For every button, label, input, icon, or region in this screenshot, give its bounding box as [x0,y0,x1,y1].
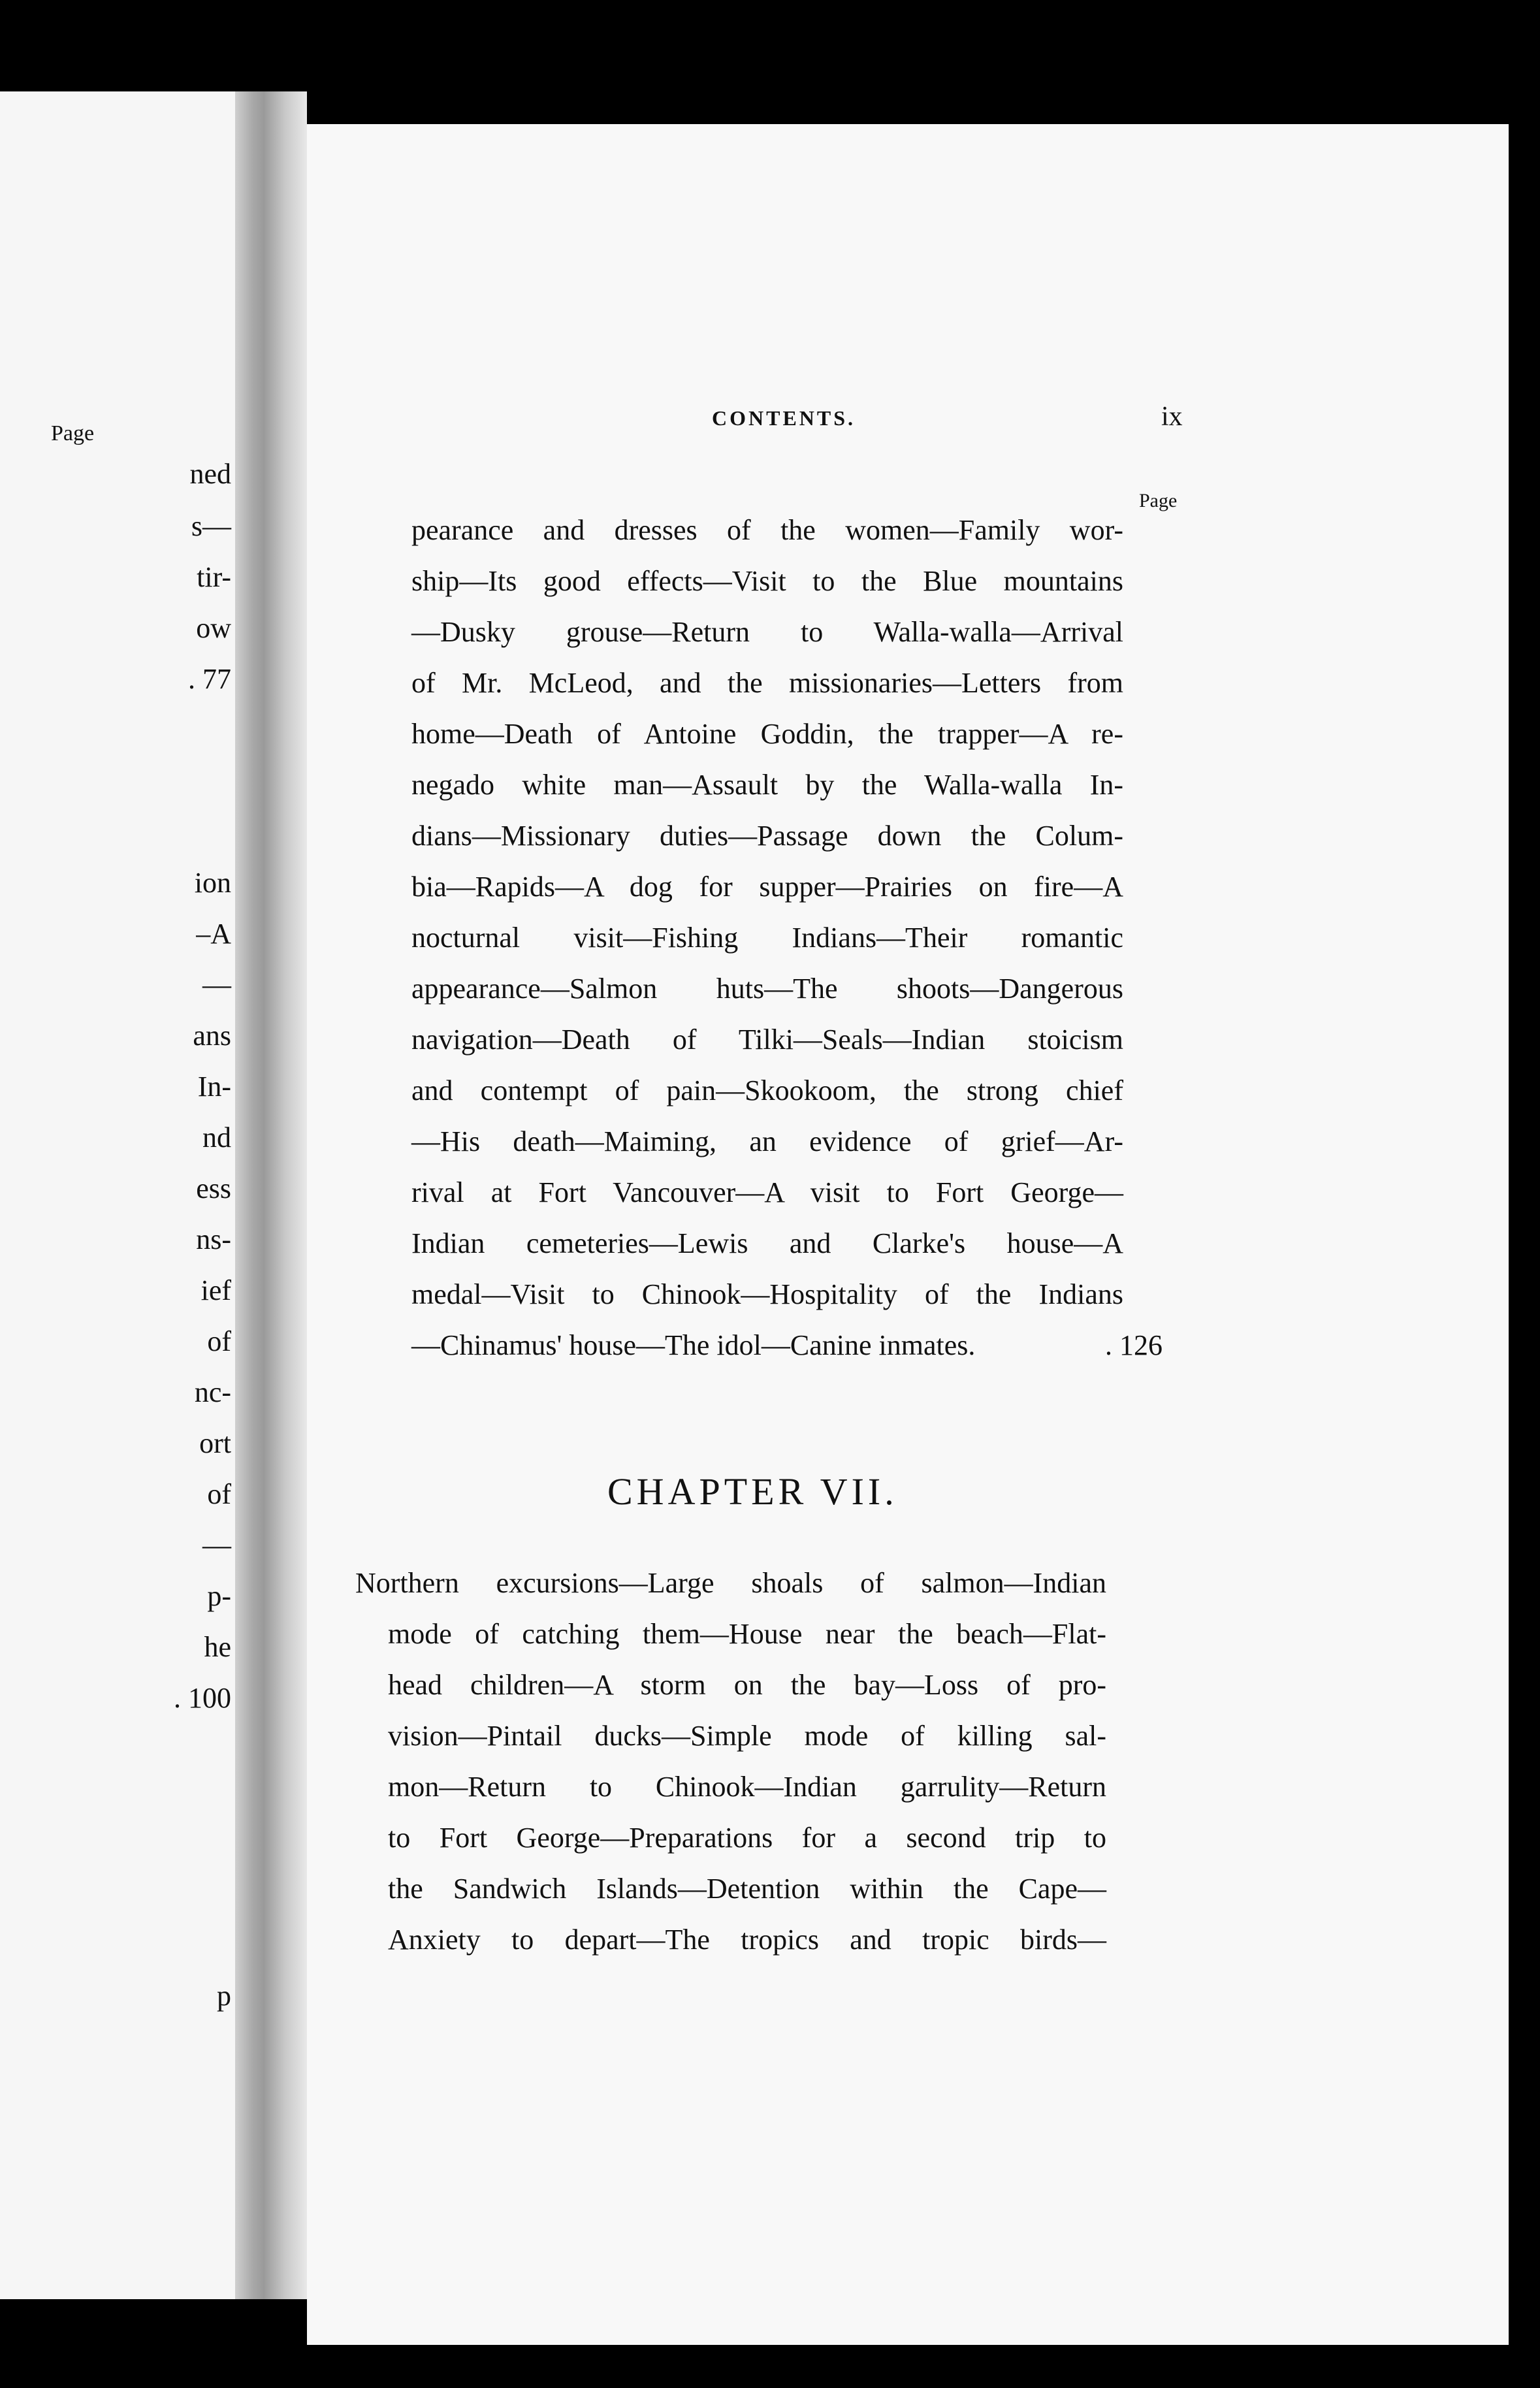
toc-line: —Dusky grouse—Return to Walla-walla—Arrival [411,616,1123,648]
page-column-label: Page [1139,490,1178,511]
left-page-fragment: s— [191,510,231,542]
left-page-fragment: ow [196,612,231,644]
chapter-heading: CHAPTER VII. [607,1470,898,1513]
toc-line: home—Death of Antoine Goddin, the trapper—A re- [411,718,1123,750]
toc-line: —His death—Maiming, an evidence of grief—Ar- [411,1125,1123,1157]
toc-line: Northern excursions—Large shoals of salmon—Indian [355,1567,1106,1599]
running-head: CONTENTS. [712,406,856,430]
toc-line: bia—Rapids—A dog for supper—Prairies on fire—A [411,871,1123,903]
left-page-fragment: tir- [197,561,231,593]
left-page-fragment: of [207,1325,231,1357]
left-page-column-label: Page [51,421,95,445]
toc-line: pearance and dresses of the women—Family wor- [411,514,1123,546]
left-page-fragment: — [202,969,231,1001]
left-page-page-number: . 100 [174,1682,231,1714]
folio-page-number: ix [1161,402,1183,432]
left-page-fragment: p [217,1980,231,2012]
toc-line: Anxiety to depart—The tropics and tropic birds— [388,1924,1106,1956]
toc-line: rival at Fort Vancouver—A visit to Fort George— [411,1176,1123,1208]
right-page [307,124,1509,2345]
left-page [0,91,235,2299]
toc-line: —Chinamus' house—The idol—Canine inmates. [411,1329,976,1361]
left-page-fragment: ns- [196,1223,231,1255]
toc-line: ship—Its good effects—Visit to the Blue mountains [411,565,1123,597]
book-gutter [235,91,307,2299]
toc-line: appearance—Salmon huts—The shoots—Dangerous [411,973,1123,1005]
toc-line: navigation—Death of Tilki—Seals—Indian stoicism [411,1024,1123,1056]
left-page-fragment: ans [193,1020,231,1052]
left-page-fragment: ief [201,1274,231,1306]
left-page-fragment: ned [189,458,231,490]
toc-line: vision—Pintail ducks—Simple mode of killing sal- [388,1720,1106,1752]
left-page-fragment: In- [197,1071,231,1103]
toc-page-number: . 126 [1105,1329,1163,1361]
toc-line: head children—A storm on the bay—Loss of pro- [388,1669,1106,1701]
left-page-fragment: p- [207,1580,231,1612]
toc-line: to Fort George—Preparations for a second trip to [388,1822,1106,1854]
toc-line: medal—Visit to Chinook—Hospitality of the Indians [411,1278,1123,1310]
left-page-page-number: . 77 [188,663,231,695]
left-page-fragment: –A [196,918,231,950]
toc-line: of Mr. McLeod, and the missionaries—Letters from [411,667,1123,699]
toc-line: Indian cemeteries—Lewis and Clarke's house—A [411,1227,1123,1259]
toc-line: dians—Missionary duties—Passage down the Colum- [411,820,1123,852]
left-page-fragment: of [207,1478,231,1510]
left-page-fragment: ion [194,867,231,899]
left-page-fragment: — [202,1529,231,1561]
toc-line: negado white man—Assault by the Walla-walla In- [411,769,1123,801]
toc-line: and contempt of pain—Skookoom, the strong chief [411,1074,1123,1106]
toc-line: the Sandwich Islands—Detention within the Cape— [388,1873,1106,1905]
left-page-fragment: ess [196,1172,231,1204]
toc-line: mon—Return to Chinook—Indian garrulity—Return [388,1771,1106,1803]
left-page-fragment: ort [199,1427,231,1459]
left-page-fragment: nd [202,1121,231,1154]
toc-line: nocturnal visit—Fishing Indians—Their romantic [411,922,1123,954]
left-page-fragment: nc- [194,1376,231,1408]
toc-line: mode of catching them—House near the beach—Flat- [388,1618,1106,1650]
left-page-fragment: he [204,1631,231,1663]
